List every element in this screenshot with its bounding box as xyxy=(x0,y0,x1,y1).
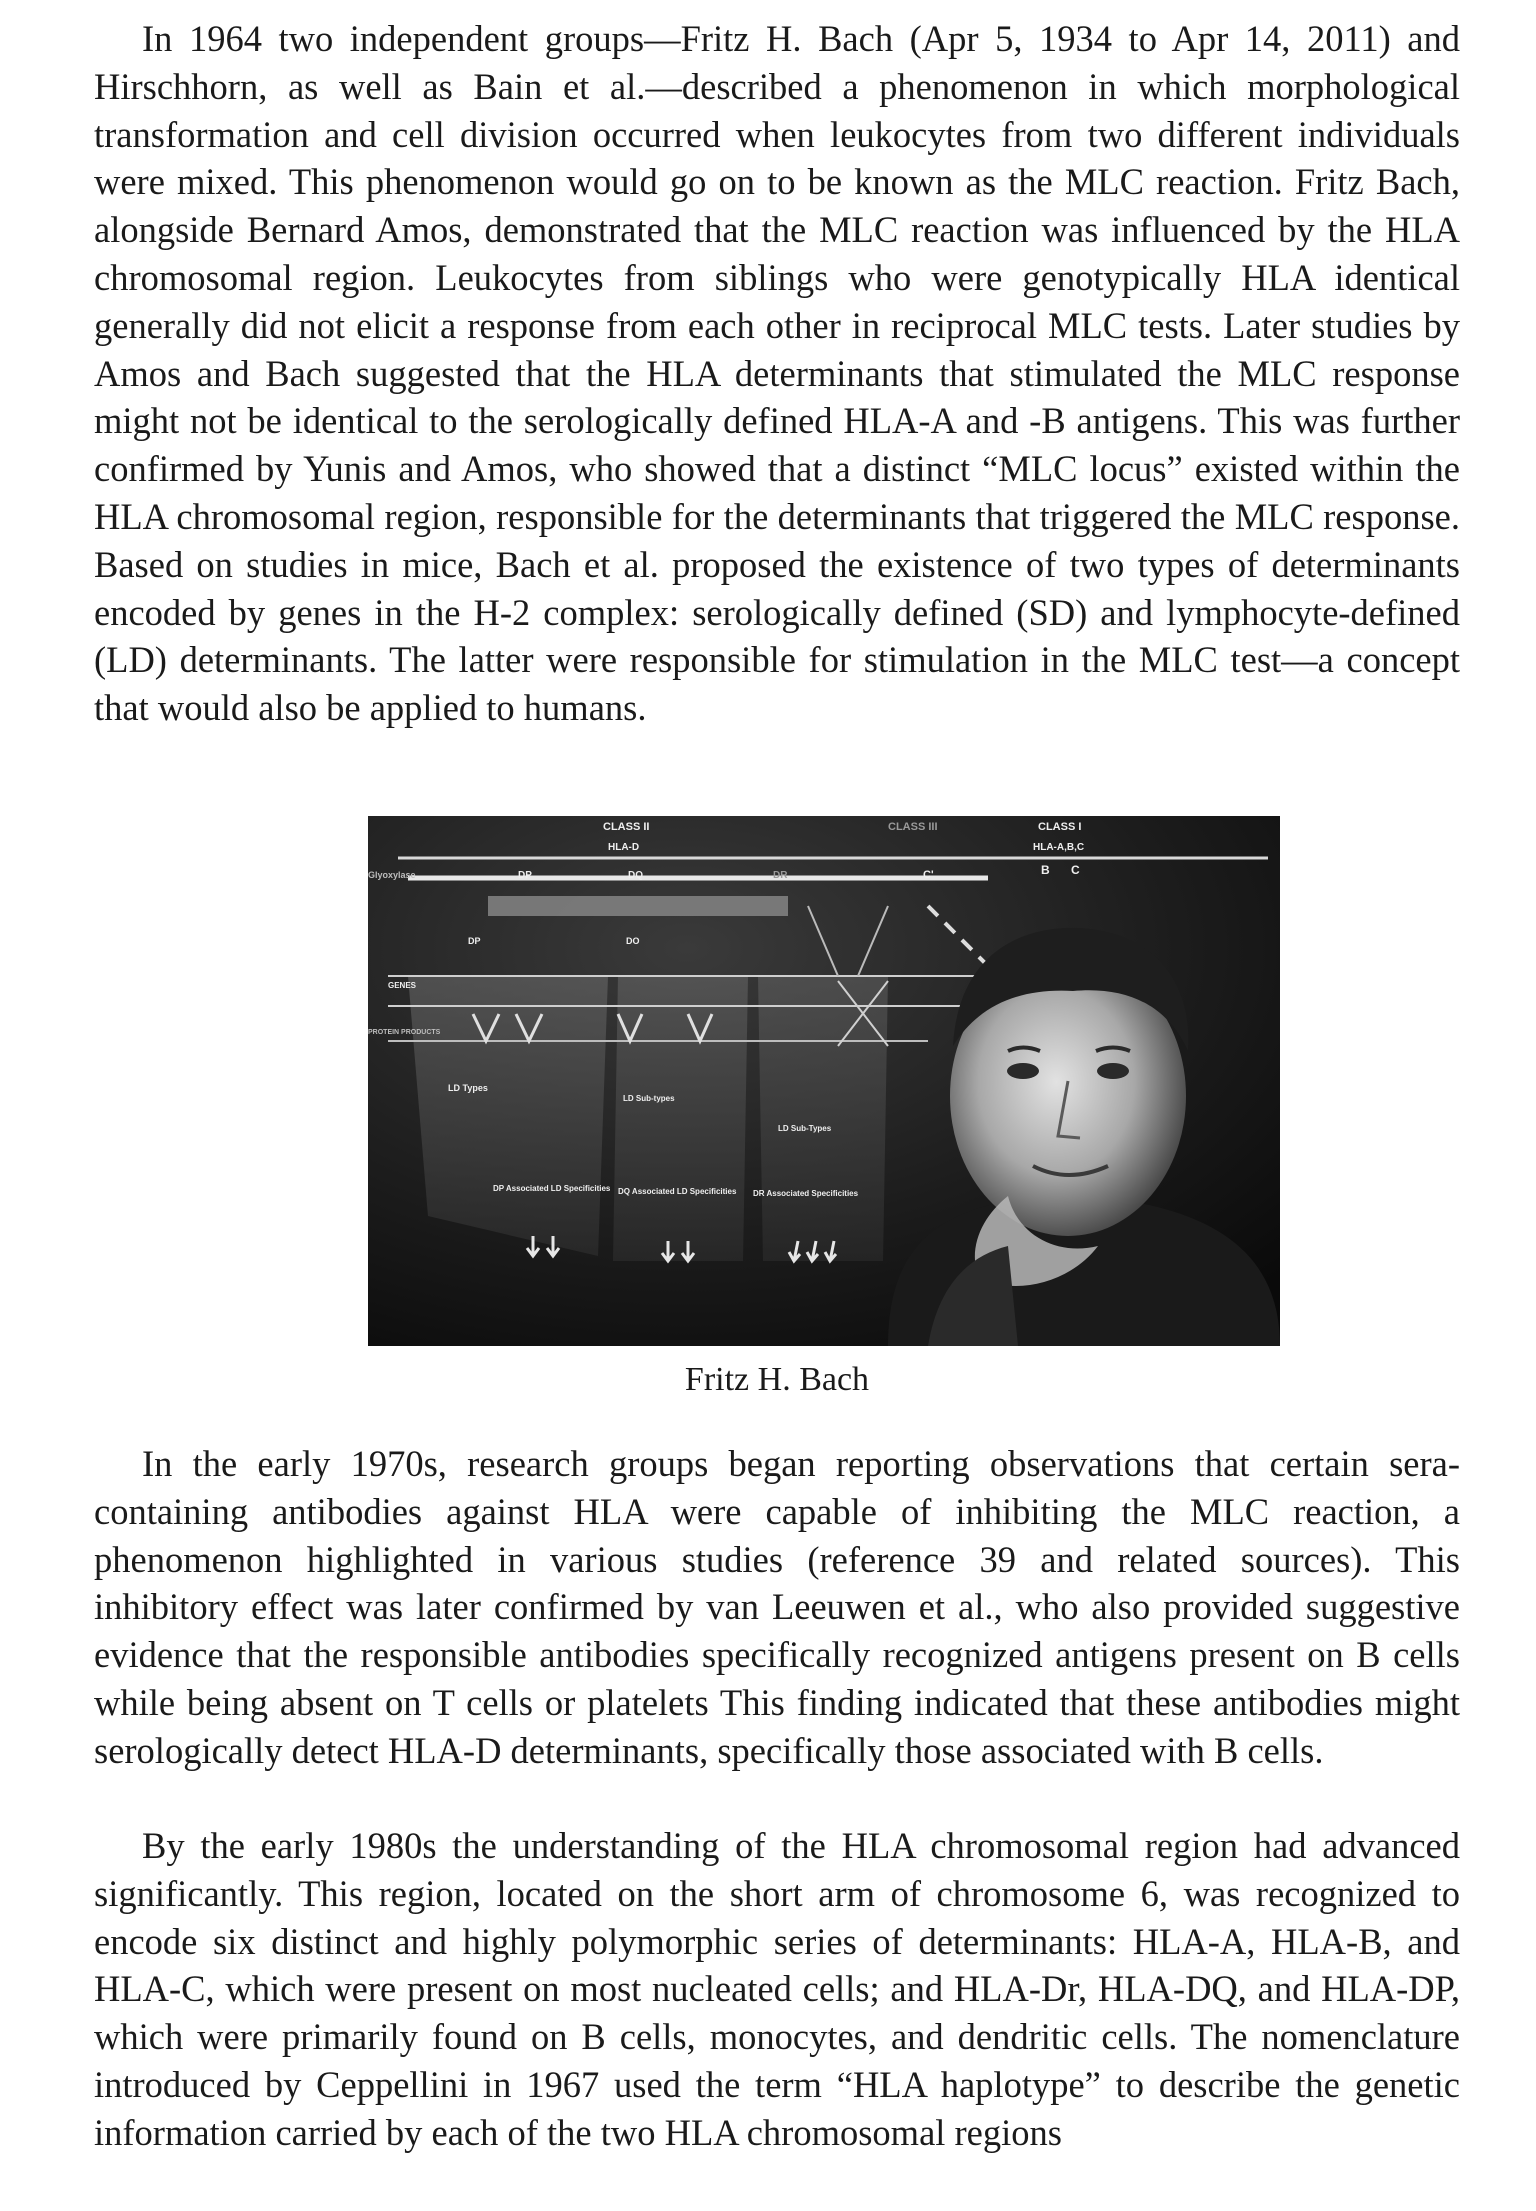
body-paragraph: By the early 1980s the understanding of the HLA chromosomal region had advanced significantly. This region, located on the short arm of chromosome 6, was recognized to encode six distinct and highly polymorphic series of determinants: HLA-A, HLA-B, and HLA-C, which were present on most nucleated cells; and HLA-Dr, HLA-DQ, and HLA-DP, which were primarily found on B cells, monocytes, and dendritic cells. The nomenclature introduced by Ceppellini in 1967 used the term “HLA haplotype” to describe the genetic information carried by each of the two HLA chromosomal regions xyxy=(94,1825,1460,2153)
photo-label: HLA-D xyxy=(608,842,640,853)
photo-label: CLASS III xyxy=(888,821,938,833)
photo-label: LD Sub-types xyxy=(623,1094,675,1103)
photo-label: CLASS I xyxy=(1038,821,1082,833)
photo-label: HLA-A,B,C xyxy=(1033,842,1085,853)
photo-label: C' xyxy=(923,869,934,881)
photo-label: C xyxy=(1071,863,1080,877)
photo-label: DQ xyxy=(628,870,643,881)
photo-label: DR xyxy=(773,870,788,881)
photo-label: DP Associated LD Specificities xyxy=(493,1184,611,1193)
photo-label: DQ Associated LD Specificities xyxy=(618,1187,737,1196)
photo-label: DO xyxy=(626,936,640,946)
body-paragraph: In the early 1970s, research groups began reporting observations that certain sera-containing antibodies against HLA were capable of inhibiting the MLC reaction, a phenomenon highlighted in various studies (reference 39 and related sources). This inhibitory effect was later confirmed by van Leeuwen et al., who also provided suggestive evidence that the responsible antibodies specifically recognized antigens present on B cells while being absent on T cells or platelets This finding indicated that these antibodies might serologically detect HLA-D determinants, specifically those associated with B cells. xyxy=(94,1443,1460,1771)
diagram-panel xyxy=(408,976,608,1256)
photo-label: CLASS II xyxy=(603,821,650,833)
diagram-panel xyxy=(613,976,748,1261)
photo-label: B xyxy=(1041,863,1050,877)
portrait-photo xyxy=(368,816,1280,1346)
portrait-figure xyxy=(368,816,1280,1346)
photo-label: DR Associated Specificities xyxy=(753,1189,859,1198)
diagram-panel xyxy=(758,976,888,1261)
photo-label: Glyoxylase xyxy=(368,870,416,880)
photo-label: DP xyxy=(518,870,532,881)
photo-label: DP xyxy=(468,936,481,946)
photo-label: LD Types xyxy=(448,1083,488,1093)
photo-label: PROTEIN PRODUCTS xyxy=(368,1029,441,1036)
figure-caption: Fritz H. Bach xyxy=(684,1361,870,1398)
photo-label: LD Sub-Types xyxy=(778,1124,832,1133)
photo-label: GENES xyxy=(388,981,417,990)
body-paragraph: In 1964 two independent groups—Fritz H. Bach (Apr 5, 1934 to Apr 14, 2011) and Hirschhorn, as well as Bain et al.—described a phenomenon in which morphological transformation and cell division occurred when leukocytes from two different individuals were mixed. This phenomenon would go on to be known as the MLC reaction. Fritz Bach, alongside Bernard Amos, demonstrated that the MLC reaction was influenced by the HLA chromosomal region. Leukocytes from siblings who were genotypically HLA identical generally did not elicit a response from each other in reciprocal MLC tests. Later studies by Amos and Bach suggested that the HLA determinants that stimulated the MLC response might not be identical to the serologically defined HLA-A and -B antigens. This was further confirmed by Yunis and Amos, who showed that a distinct “MLC locus” existed within the HLA chromosomal region, responsible for the determinants that triggered the MLC response. Based on studies in mice, Bach et al. proposed the existence of two types of determinants encoded by genes in the H-2 complex: serologically defined (SD) and lymphocyte-defined (LD) determinants. The latter were responsible for stimulation in the MLC test—a concept that would also be applied to humans. xyxy=(94,18,1460,729)
